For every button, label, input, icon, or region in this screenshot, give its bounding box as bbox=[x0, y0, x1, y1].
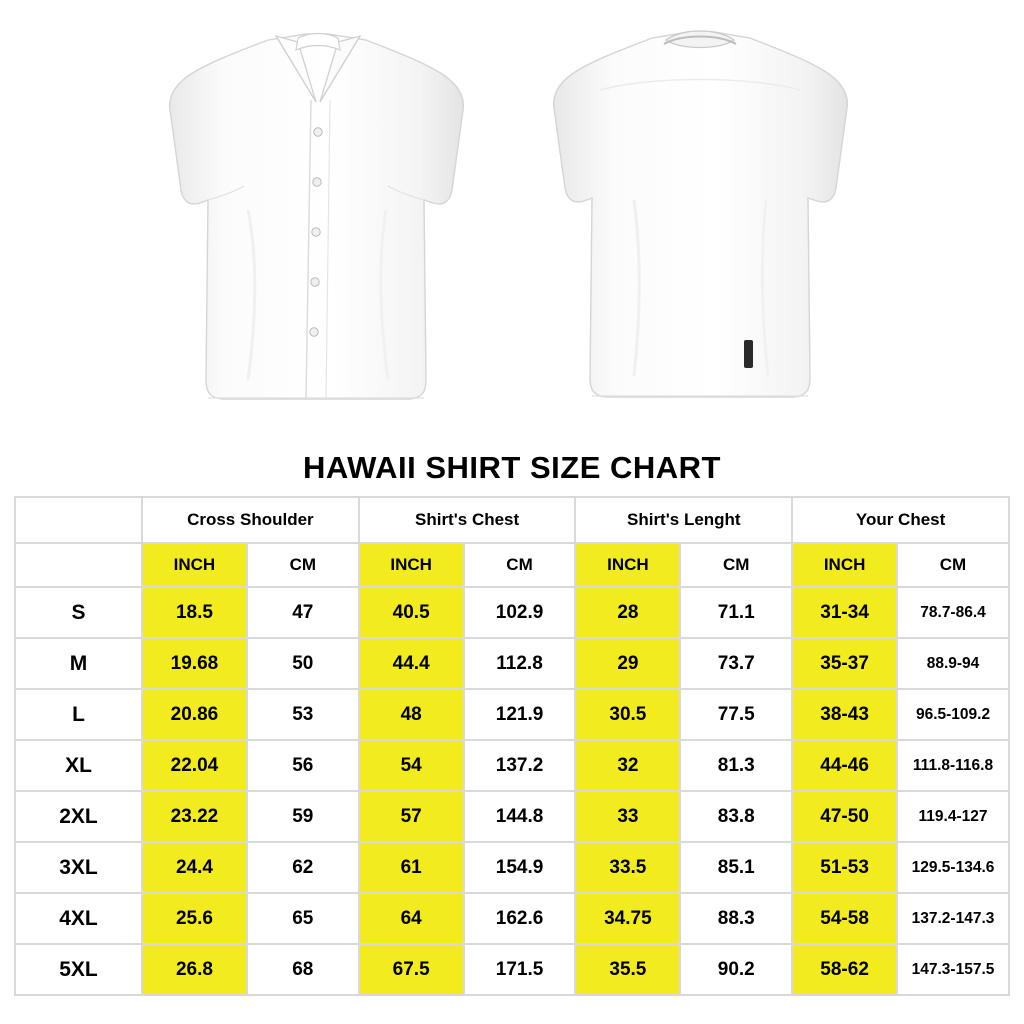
table-row bbox=[15, 689, 1009, 740]
cell-chest-cm: 112.8 bbox=[464, 638, 576, 689]
cell-your-chest-cm: 129.5-134.6 bbox=[897, 842, 1009, 893]
row-size-label: 5XL bbox=[15, 944, 142, 995]
cell-chest-cm: 102.9 bbox=[464, 587, 576, 638]
cell-length-inch: 33.5 bbox=[575, 842, 680, 893]
cell-your-chest-inch: 58-62 bbox=[792, 944, 897, 995]
cell-cross-shoulder-cm: 62 bbox=[247, 842, 359, 893]
cell-chest-cm: 144.8 bbox=[464, 791, 576, 842]
cell-chest-cm: 154.9 bbox=[464, 842, 576, 893]
cell-length-inch: 29 bbox=[575, 638, 680, 689]
unit-header-cm-2: CM bbox=[464, 543, 576, 587]
cell-your-chest-cm: 78.7-86.4 bbox=[897, 587, 1009, 638]
cell-length-cm: 73.7 bbox=[680, 638, 792, 689]
unit-header-inch-2: INCH bbox=[359, 543, 464, 587]
cell-cross-shoulder-inch: 22.04 bbox=[142, 740, 247, 791]
cell-chest-inch: 48 bbox=[359, 689, 464, 740]
cell-chest-cm: 121.9 bbox=[464, 689, 576, 740]
table-header bbox=[15, 497, 1009, 587]
cell-chest-cm: 162.6 bbox=[464, 893, 576, 944]
table-row bbox=[15, 791, 1009, 842]
cell-chest-inch: 61 bbox=[359, 842, 464, 893]
group-header-shirts-chest: Shirt's Chest bbox=[359, 497, 576, 543]
unit-header-inch-1: INCH bbox=[142, 543, 247, 587]
table-row bbox=[15, 740, 1009, 791]
cell-cross-shoulder-cm: 53 bbox=[247, 689, 359, 740]
cell-your-chest-cm: 88.9-94 bbox=[897, 638, 1009, 689]
cell-length-inch: 32 bbox=[575, 740, 680, 791]
cell-cross-shoulder-inch: 26.8 bbox=[142, 944, 247, 995]
cell-cross-shoulder-inch: 19.68 bbox=[142, 638, 247, 689]
row-size-label: 3XL bbox=[15, 842, 142, 893]
cell-your-chest-cm: 111.8-116.8 bbox=[897, 740, 1009, 791]
row-size-label: XL bbox=[15, 740, 142, 791]
cell-your-chest-inch: 31-34 bbox=[792, 587, 897, 638]
cell-chest-inch: 57 bbox=[359, 791, 464, 842]
cell-your-chest-cm: 137.2-147.3 bbox=[897, 893, 1009, 944]
cell-chest-cm: 171.5 bbox=[464, 944, 576, 995]
cell-length-cm: 77.5 bbox=[680, 689, 792, 740]
table-row bbox=[15, 893, 1009, 944]
group-header-shirts-lenght: Shirt's Lenght bbox=[575, 497, 792, 543]
group-header-your-chest: Your Chest bbox=[792, 497, 1009, 543]
cell-length-cm: 71.1 bbox=[680, 587, 792, 638]
cell-length-cm: 85.1 bbox=[680, 842, 792, 893]
cell-cross-shoulder-cm: 56 bbox=[247, 740, 359, 791]
unit-header-row bbox=[15, 543, 1009, 587]
cell-your-chest-inch: 35-37 bbox=[792, 638, 897, 689]
cell-cross-shoulder-inch: 25.6 bbox=[142, 893, 247, 944]
cell-length-inch: 35.5 bbox=[575, 944, 680, 995]
cell-your-chest-cm: 96.5-109.2 bbox=[897, 689, 1009, 740]
cell-chest-inch: 67.5 bbox=[359, 944, 464, 995]
cell-length-inch: 30.5 bbox=[575, 689, 680, 740]
row-size-label: L bbox=[15, 689, 142, 740]
shirt-back-image bbox=[530, 10, 870, 430]
size-table-container bbox=[0, 496, 1024, 1006]
cell-chest-inch: 64 bbox=[359, 893, 464, 944]
cell-cross-shoulder-inch: 24.4 bbox=[142, 842, 247, 893]
cell-length-cm: 83.8 bbox=[680, 791, 792, 842]
cell-cross-shoulder-cm: 65 bbox=[247, 893, 359, 944]
cell-cross-shoulder-cm: 47 bbox=[247, 587, 359, 638]
table-body bbox=[15, 587, 1009, 995]
cell-length-cm: 81.3 bbox=[680, 740, 792, 791]
table-row bbox=[15, 638, 1009, 689]
cell-cross-shoulder-inch: 23.22 bbox=[142, 791, 247, 842]
cell-your-chest-inch: 51-53 bbox=[792, 842, 897, 893]
cell-your-chest-inch: 38-43 bbox=[792, 689, 897, 740]
cell-chest-cm: 137.2 bbox=[464, 740, 576, 791]
shirt-illustrations bbox=[0, 0, 1024, 448]
cell-length-cm: 88.3 bbox=[680, 893, 792, 944]
size-chart-table bbox=[14, 496, 1010, 996]
cell-chest-inch: 44.4 bbox=[359, 638, 464, 689]
cell-your-chest-inch: 44-46 bbox=[792, 740, 897, 791]
cell-cross-shoulder-cm: 50 bbox=[247, 638, 359, 689]
page-title: HAWAII SHIRT SIZE CHART bbox=[303, 450, 721, 485]
row-size-label: 2XL bbox=[15, 791, 142, 842]
corner-header-2 bbox=[15, 543, 142, 587]
cell-cross-shoulder-cm: 68 bbox=[247, 944, 359, 995]
unit-header-cm-3: CM bbox=[680, 543, 792, 587]
cell-your-chest-cm: 147.3-157.5 bbox=[897, 944, 1009, 995]
cell-length-cm: 90.2 bbox=[680, 944, 792, 995]
unit-header-cm-1: CM bbox=[247, 543, 359, 587]
table-row bbox=[15, 587, 1009, 638]
unit-header-cm-4: CM bbox=[897, 543, 1009, 587]
cell-cross-shoulder-cm: 59 bbox=[247, 791, 359, 842]
cell-cross-shoulder-inch: 18.5 bbox=[142, 587, 247, 638]
row-size-label: S bbox=[15, 587, 142, 638]
cell-your-chest-inch: 47-50 bbox=[792, 791, 897, 842]
shirt-front-image bbox=[148, 10, 488, 430]
group-header-row bbox=[15, 497, 1009, 543]
cell-your-chest-cm: 119.4-127 bbox=[897, 791, 1009, 842]
row-size-label: M bbox=[15, 638, 142, 689]
corner-header bbox=[15, 497, 142, 543]
cell-length-inch: 33 bbox=[575, 791, 680, 842]
cell-length-inch: 28 bbox=[575, 587, 680, 638]
cell-length-inch: 34.75 bbox=[575, 893, 680, 944]
table-row bbox=[15, 944, 1009, 995]
cell-chest-inch: 54 bbox=[359, 740, 464, 791]
table-row bbox=[15, 842, 1009, 893]
cell-chest-inch: 40.5 bbox=[359, 587, 464, 638]
row-size-label: 4XL bbox=[15, 893, 142, 944]
unit-header-inch-4: INCH bbox=[792, 543, 897, 587]
group-header-cross-shoulder: Cross Shoulder bbox=[142, 497, 359, 543]
cell-your-chest-inch: 54-58 bbox=[792, 893, 897, 944]
cell-cross-shoulder-inch: 20.86 bbox=[142, 689, 247, 740]
unit-header-inch-3: INCH bbox=[575, 543, 680, 587]
